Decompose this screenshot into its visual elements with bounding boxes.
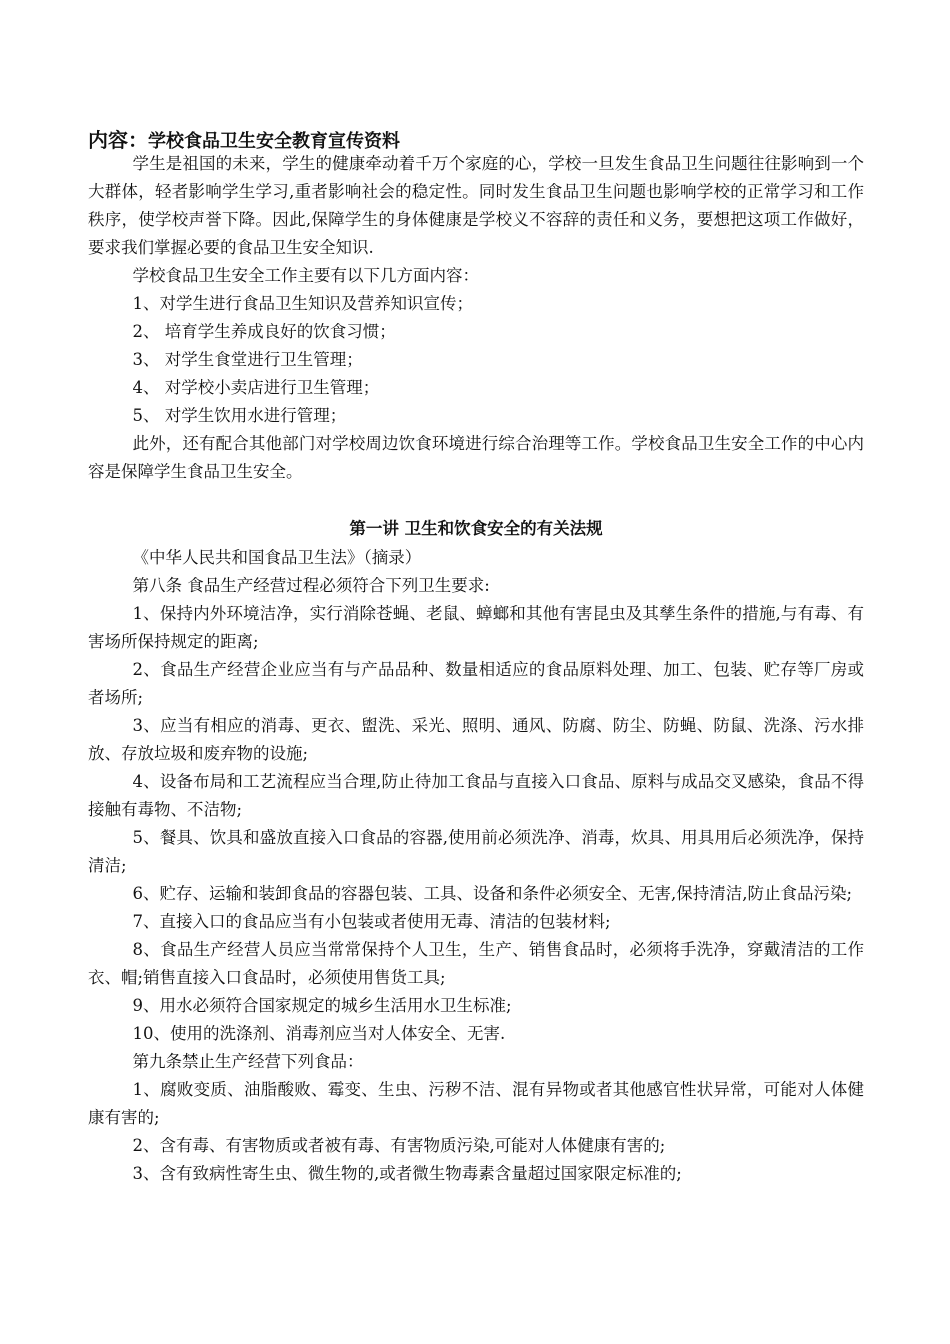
scope-item: 2、 培育学生养成良好的饮食习惯； bbox=[132, 322, 396, 341]
scope-item: 1、对学生进行食品卫生知识及营养知识宣传； bbox=[132, 294, 474, 313]
heading-title: 学校食品卫生安全教育宣传资料 bbox=[148, 131, 400, 152]
article8-item: 6、贮存、运输和装卸食品的容器包装、工具、设备和条件必须安全、无害,保持清洁,防止食品污染; bbox=[132, 884, 853, 903]
scope-item: 3、 对学生食堂进行卫生管理； bbox=[132, 350, 363, 369]
scope-item: 4、 对学校小卖店进行卫生管理； bbox=[132, 378, 380, 397]
document-heading bbox=[88, 124, 400, 153]
article8-item: 5、餐具、饮具和盛放直接入口食品的容器,使用前必须洗净、消毒，炊具、用具用后必须洗净，保持清洁; bbox=[88, 828, 864, 875]
heading-lead: 内容： bbox=[88, 128, 148, 152]
intro-paragraph: 学生是祖国的未来，学生的健康牵动着千万个家庭的心，学校一旦发生食品卫生问题往往影响到一个大群体，轻者影响学生学习,重者影响社会的稳定性。同时发生食品卫生问题也影响学校的正常学习和工作秩序，使学校声誉下降。因此,保障学生的身体健康是学校义不容辞的责任和义务，要想把这项工作做好，要求我们掌握必要的食品卫生安全知识. bbox=[88, 154, 864, 257]
article8-item: 3、应当有相应的消毒、更衣、盥洗、采光、照明、通风、防腐、防尘、防蝇、防鼠、洗涤、污水排放、存放垃圾和废弃物的设施; bbox=[88, 716, 864, 763]
article8-item: 8、食品生产经营人员应当常常保持个人卫生，生产、销售食品时，必须将手洗净，穿戴清洁的工作衣、帽;销售直接入口食品时，必须使用售货工具; bbox=[88, 940, 864, 987]
scope-item: 5、 对学生饮用水进行管理； bbox=[132, 406, 347, 425]
article8-item: 2、食品生产经营企业应当有与产品品种、数量相适应的食品原料处理、加工、包装、贮存等厂房或者场所; bbox=[88, 660, 864, 707]
section-title: 第一讲 卫生和饮食安全的有关法规 bbox=[349, 519, 603, 538]
article8-intro: 第八条 食品生产经营过程必须符合下列卫生要求: bbox=[132, 576, 490, 595]
article9-intro: 第九条禁止生产经营下列食品： bbox=[132, 1052, 364, 1071]
article8-item: 7、直接入口的食品应当有小包装或者使用无毒、清洁的包装材料; bbox=[132, 912, 611, 931]
article9-item: 2、含有毒、有害物质或者被有毒、有害物质污染,可能对人体健康有害的; bbox=[132, 1136, 666, 1155]
law-title: 《中华人民共和国食品卫生法》（摘录） bbox=[132, 548, 422, 567]
article9-item: 3、含有致病性寄生虫、微生物的,或者微生物毒素含量超过国家限定标准的; bbox=[132, 1164, 682, 1183]
article8-item: 4、设备布局和工艺流程应当合理,防止待加工食品与直接入口食品、原料与成品交叉感染，食品不得接触有毒物、不洁物; bbox=[88, 772, 864, 819]
article8-item: 9、用水必须符合国家规定的城乡生活用水卫生标准; bbox=[132, 996, 512, 1015]
article9-item: 1、腐败变质、油脂酸败、霉变、生虫、污秽不洁、混有异物或者其他感官性状异常，可能对人体健康有害的; bbox=[88, 1080, 864, 1127]
scope-outro: 此外，还有配合其他部门对学校周边饮食环境进行综合治理等工作。学校食品卫生安全工作的中心内容是保障学生食品卫生安全。 bbox=[88, 434, 864, 481]
scope-intro: 学校食品卫生安全工作主要有以下几方面内容： bbox=[132, 266, 480, 285]
document-body bbox=[88, 150, 864, 1188]
article8-item: 1、保持内外环境洁净，实行消除苍蝇、老鼠、蟑螂和其他有害昆虫及其孳生条件的措施,与有毒、有害场所保持规定的距离; bbox=[88, 604, 864, 651]
article8-item: 10、使用的洗涤剂、消毒剂应当对人体安全、无害. bbox=[132, 1024, 506, 1043]
